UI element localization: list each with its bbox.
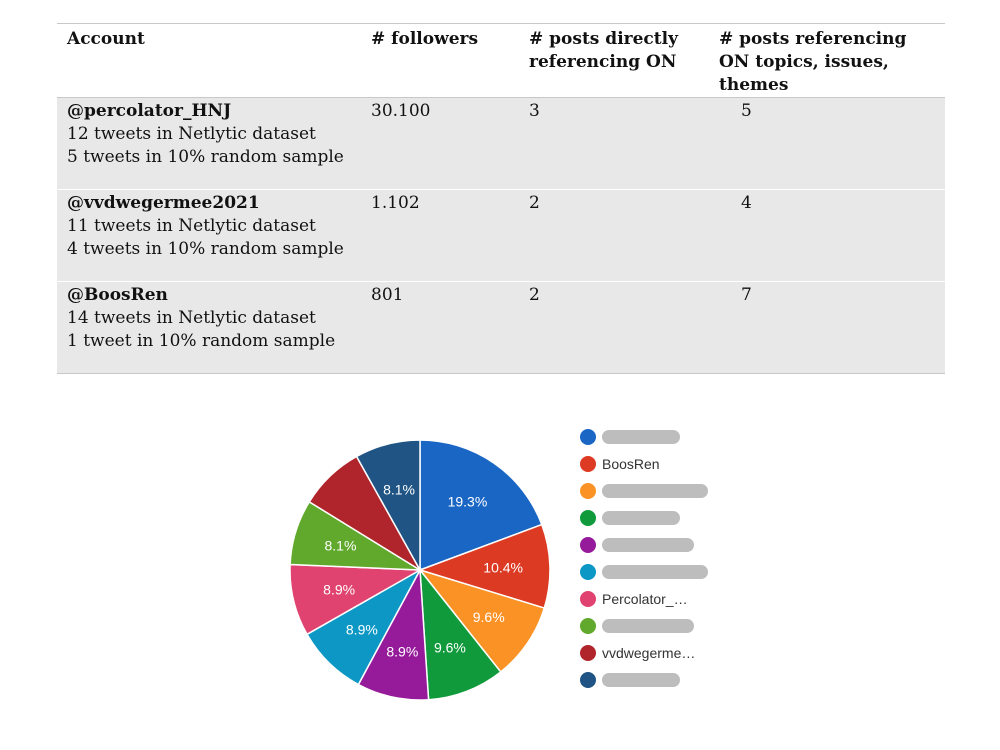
accounts-table xyxy=(57,23,945,374)
account-handle: @vvdwegermee2021 xyxy=(67,193,260,213)
pie-slice-label: 8.9% xyxy=(386,643,419,660)
legend-marker xyxy=(580,510,596,526)
pie-slice-label: 8.9% xyxy=(345,621,378,638)
account-cell xyxy=(57,282,361,374)
legend-label-redacted xyxy=(602,511,680,525)
legend-label: BoosRen xyxy=(602,456,660,472)
followers-cell: 30.100 xyxy=(361,98,519,190)
account-dataset-count: 11 tweets in Netlytic dataset xyxy=(67,216,316,236)
legend-label-redacted xyxy=(602,538,694,552)
legend-label-redacted xyxy=(602,619,694,633)
followers-cell: 801 xyxy=(361,282,519,374)
header-account: Account xyxy=(57,24,361,98)
legend-label: Percolator_… xyxy=(602,591,688,607)
table-row xyxy=(57,98,945,190)
table-row xyxy=(57,282,945,374)
legend-label-redacted xyxy=(602,430,680,444)
pie-slice-label: 8.1% xyxy=(383,481,415,498)
account-cell xyxy=(57,98,361,190)
topic-posts-cell: 5 xyxy=(709,98,945,190)
pie-slice-label: 19.3% xyxy=(447,493,488,510)
legend-marker xyxy=(580,456,596,472)
header-followers: # followers xyxy=(361,24,519,98)
topic-posts-cell: 7 xyxy=(709,282,945,374)
table-header-row xyxy=(57,24,945,98)
pie-slice-label: 8.1% xyxy=(324,537,357,554)
account-dataset-count: 14 tweets in Netlytic dataset xyxy=(67,308,316,328)
legend-marker xyxy=(580,645,596,661)
followers-cell: 1.102 xyxy=(361,190,519,282)
pie-slice-label: 9.6% xyxy=(472,608,505,625)
legend-marker xyxy=(580,537,596,553)
legend-marker xyxy=(580,429,596,445)
account-handle: @percolator_HNJ xyxy=(67,101,232,121)
pie-slice-label: 8.9% xyxy=(323,581,356,598)
direct-posts-cell: 3 xyxy=(519,98,709,190)
legend-marker xyxy=(580,672,596,688)
table-row xyxy=(57,190,945,282)
legend-label-redacted xyxy=(602,484,708,498)
account-sample-count: 1 tweet in 10% random sample xyxy=(67,331,336,351)
pie-slice-label: 9.6% xyxy=(433,639,466,656)
legend-marker xyxy=(580,483,596,499)
account-dataset-count: 12 tweets in Netlytic dataset xyxy=(67,124,316,144)
header-direct-posts: # posts directly referencing ON xyxy=(519,24,709,98)
direct-posts-cell: 2 xyxy=(519,190,709,282)
legend-label: vvdwegerme… xyxy=(602,645,696,661)
pie-slice-label: 10.4% xyxy=(483,559,524,576)
chart-legend xyxy=(580,429,708,688)
legend-label-redacted xyxy=(602,565,708,579)
account-sample-count: 4 tweets in 10% random sample xyxy=(67,239,344,259)
account-handle: @BoosRen xyxy=(67,285,168,305)
legend-marker xyxy=(580,618,596,634)
legend-marker xyxy=(580,564,596,580)
pie-chart xyxy=(270,420,730,710)
header-topic-posts: # posts referencing ON topics, issues, themes xyxy=(709,24,945,98)
topic-posts-cell: 4 xyxy=(709,190,945,282)
account-sample-count: 5 tweets in 10% random sample xyxy=(67,147,344,167)
legend-label-redacted xyxy=(602,673,680,687)
legend-marker xyxy=(580,591,596,607)
direct-posts-cell: 2 xyxy=(519,282,709,374)
account-cell xyxy=(57,190,361,282)
